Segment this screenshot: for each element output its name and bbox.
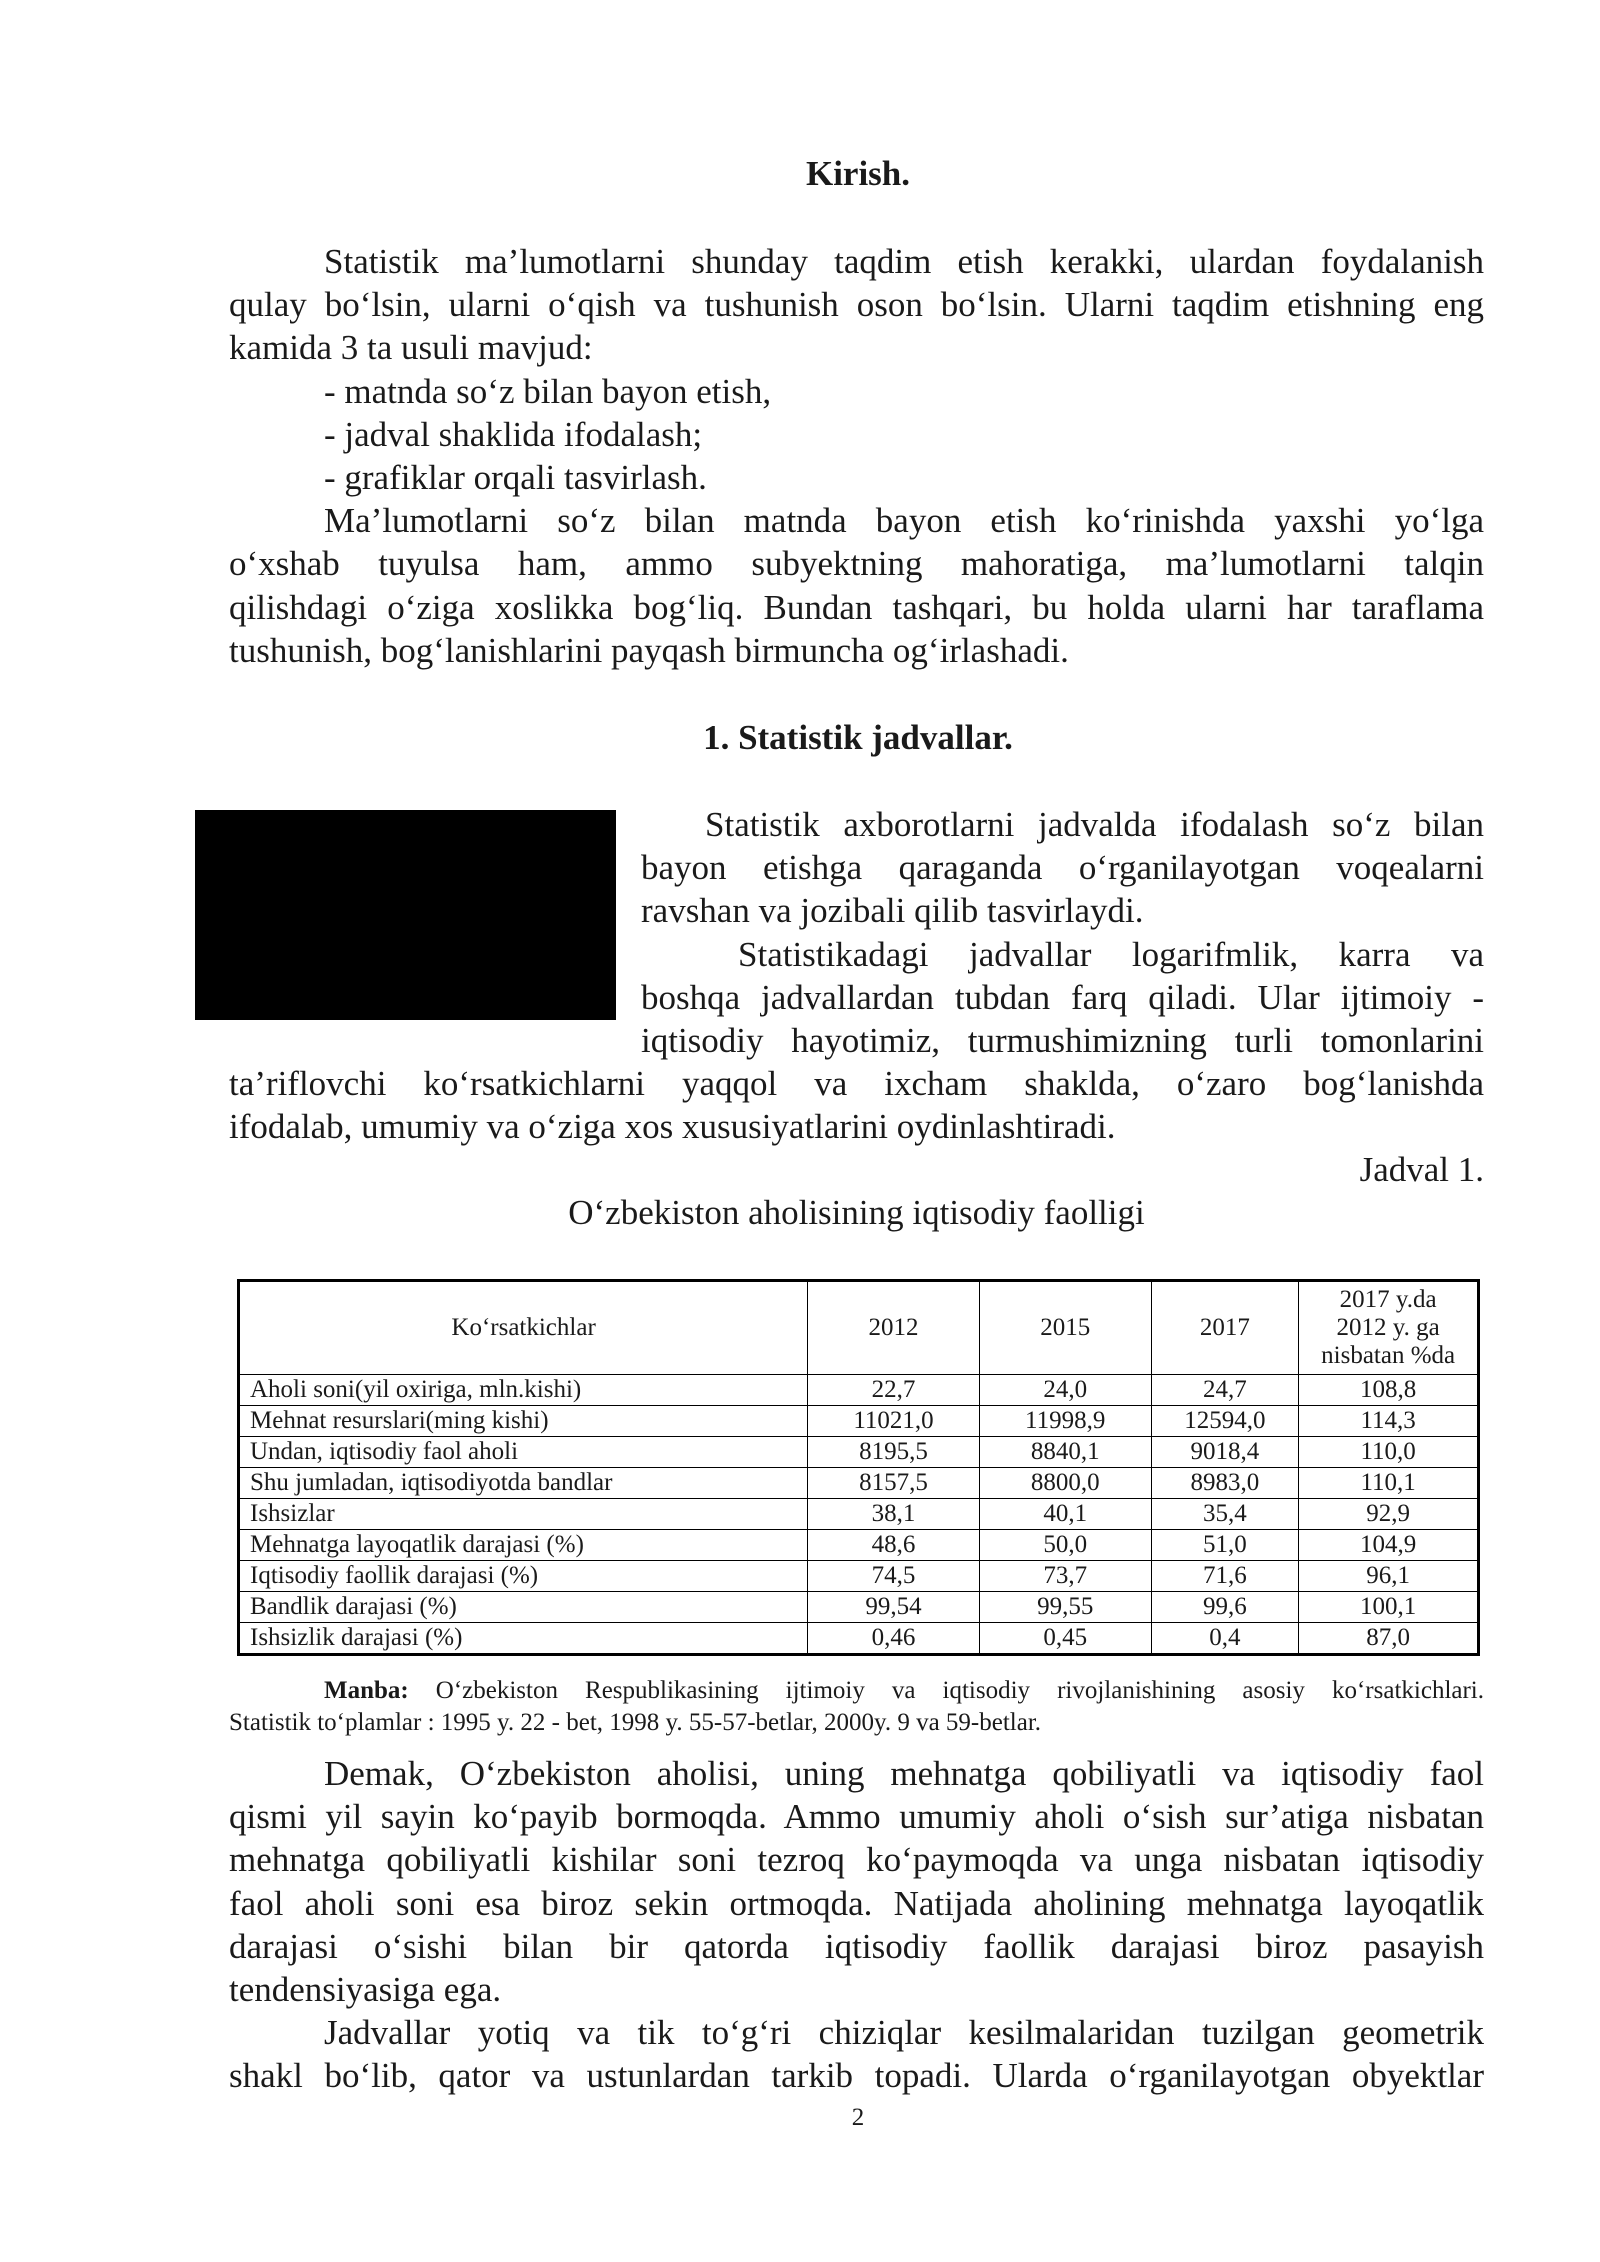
list-item: - matnda so‘z bilan bayon etish, — [324, 371, 772, 411]
value-cell: 96,1 — [1299, 1561, 1479, 1592]
table-row — [239, 1375, 1479, 1406]
table-row — [239, 1437, 1479, 1468]
value-cell: 8800,0 — [979, 1468, 1151, 1499]
header-line: nisbatan %da — [1321, 1342, 1456, 1369]
conclusion-paragraph-1 — [229, 1752, 1484, 2098]
value-cell: 74,5 — [808, 1561, 980, 1592]
text-line: darajasi o‘sishi bilan bir qatorda iqtisodiy faollik darajasi biroz pasayish — [229, 1926, 1484, 1966]
value-cell: 92,9 — [1299, 1499, 1479, 1530]
value-cell: 40,1 — [979, 1499, 1151, 1530]
text-line: shakl bo‘lib, qator va ustunlardan tarkib topadi. Ularda o‘rganilayotgan obyektlar — [229, 2056, 1484, 2096]
value-cell: 24,0 — [979, 1375, 1151, 1406]
text-line: ta’riflovchi ko‘rsatkichlarni yaqqol va ixcham shaklda, o‘zaro bog‘lanishda — [229, 1064, 1484, 1103]
row-label-cell: Undan, iqtisodiy faol aholi — [239, 1437, 808, 1468]
value-cell: 104,9 — [1299, 1530, 1479, 1561]
redacted-image — [195, 810, 616, 1020]
value-cell: 8983,0 — [1151, 1468, 1299, 1499]
text-line: ravshan va jozibali qilib tasvirlaydi. — [641, 891, 1144, 931]
text-line: iqtisodiy hayotimiz, turmushimizning turli tomonlarini — [641, 1021, 1484, 1061]
table-row — [239, 1406, 1479, 1437]
row-label-cell: Bandlik darajasi (%) — [239, 1592, 808, 1623]
text-line: boshqa jadvallardan tubdan farq qiladi. Ular ijtimoiy - — [641, 977, 1484, 1017]
source-line: Statistik to‘plamlar : 1995 y. 22 - bet, 1998 y. 55-57-betlar, 2000y. 9 va 59-betlar. — [229, 1709, 1042, 1736]
table-row — [239, 1499, 1479, 1530]
table-label-block — [229, 1148, 1484, 1234]
value-cell: 110,0 — [1299, 1437, 1479, 1468]
source-label: Manba: — [324, 1677, 409, 1704]
list-item: - grafiklar orqali tasvirlash. — [324, 458, 707, 498]
intro-paragraph-1 — [229, 240, 1484, 672]
table-source-note — [229, 1675, 1484, 1739]
value-cell: 0,45 — [979, 1623, 1151, 1655]
row-label-cell: Shu jumladan, iqtisodiyotda bandlar — [239, 1468, 808, 1499]
text-line: Statistikadagi jadvallar logarifmlik, karra va — [738, 934, 1484, 974]
value-cell: 0,46 — [808, 1623, 980, 1655]
value-cell: 0,4 — [1151, 1623, 1299, 1655]
value-cell: 35,4 — [1151, 1499, 1299, 1530]
text-line: qismi yil sayin ko‘payib bormoqda. Ammo umumiy aholi o‘sish sur’atiga nisbatan — [229, 1797, 1484, 1837]
column-header: 2015 — [979, 1281, 1151, 1375]
value-cell: 12594,0 — [1151, 1406, 1299, 1437]
value-cell: 11998,9 — [979, 1406, 1151, 1437]
value-cell: 38,1 — [808, 1499, 980, 1530]
text-line: qilishdagi o‘ziga xoslikka bog‘liq. Bundan tashqari, bu holda ularni har taraflama — [229, 587, 1484, 627]
value-cell: 50,0 — [979, 1530, 1151, 1561]
row-label-cell: Mehnatga layoqatlik darajasi (%) — [239, 1530, 808, 1561]
value-cell: 22,7 — [808, 1375, 980, 1406]
table-row — [239, 1561, 1479, 1592]
table-label: Jadval 1. — [1359, 1150, 1484, 1189]
value-cell: 100,1 — [1299, 1592, 1479, 1623]
table-row — [239, 1530, 1479, 1561]
value-cell: 48,6 — [808, 1530, 980, 1561]
value-cell: 87,0 — [1299, 1623, 1479, 1655]
text-line: faol aholi soni esa biroz sekin ortmoqda. Natijada aholining mehnatga layoqatlik — [229, 1883, 1484, 1923]
intro-title: Kirish. — [805, 154, 911, 193]
column-header: 2012 — [808, 1281, 980, 1375]
value-cell: 51,0 — [1151, 1530, 1299, 1561]
text-line: Jadvallar yotiq va tik to‘g‘ri chiziqlar kesilmalaridan tuzilgan geometrik — [324, 2013, 1484, 2053]
row-label-cell: Ishsizlar — [239, 1499, 808, 1530]
value-cell: 99,55 — [979, 1592, 1151, 1623]
row-label-cell: Aholi soni(yil oxiriga, mln.kishi) — [239, 1375, 808, 1406]
text-line: Ma’lumotlarni so‘z bilan matnda bayon etish ko‘rinishda yaxshi yo‘lga — [324, 501, 1484, 541]
column-header: Ko‘rsatkichlar — [239, 1281, 808, 1375]
column-header-ratio — [1299, 1281, 1479, 1375]
header-line: 2017 y.da — [1339, 1286, 1437, 1313]
section-heading: 1. Statistik jadvallar. — [703, 718, 1013, 757]
header-line: 2012 y. ga — [1336, 1314, 1440, 1341]
section-paragraph-wrapped — [641, 803, 1484, 1062]
text-line: o‘xshab tuyulsa ham, ammo subyektning mahoratiga, ma’lumotlarni talqin — [229, 544, 1484, 584]
source-line — [229, 1675, 1484, 1707]
text-line: Demak, O‘zbekiston aholisi, uning mehnatga qobiliyatli va iqtisodiy faol — [324, 1754, 1484, 1793]
page-number: 2 — [851, 2104, 865, 2131]
text-line: qulay bo‘lsin, ularni o‘qish va tushunish oson bo‘lsin. Ularni taqdim etishning eng — [229, 285, 1484, 325]
value-cell: 9018,4 — [1151, 1437, 1299, 1468]
value-cell: 24,7 — [1151, 1375, 1299, 1406]
table-header-row — [239, 1281, 1479, 1375]
row-label-cell: Mehnat resurslari(ming kishi) — [239, 1406, 808, 1437]
value-cell: 99,6 — [1151, 1592, 1299, 1623]
table-row — [239, 1468, 1479, 1499]
text-line: Statistik ma’lumotlarni shunday taqdim etish kerakki, ulardan foydalanish — [324, 242, 1484, 281]
source-text: O‘zbekiston Respublikasining ijtimoiy va iqtisodiy rivojlanishining asosiy ko‘rsatkichlari. — [435, 1677, 1485, 1704]
table-row — [239, 1623, 1479, 1655]
value-cell: 8195,5 — [808, 1437, 980, 1468]
row-label-cell: Ishsizlik darajasi (%) — [239, 1623, 808, 1655]
value-cell: 110,1 — [1299, 1468, 1479, 1499]
text-line: mehnatga qobiliyatli kishilar soni tezroq ko‘paymoqda va unga nisbatan iqtisodiy — [229, 1840, 1484, 1880]
value-cell: 8157,5 — [808, 1468, 980, 1499]
value-cell: 99,54 — [808, 1592, 980, 1623]
text-line: tendensiyasiga ega. — [229, 1970, 502, 2010]
value-cell: 8840,1 — [979, 1437, 1151, 1468]
column-header: 2017 — [1151, 1281, 1299, 1375]
text-line: Statistik axborotlarni jadvalda ifodalash so‘z bilan — [705, 805, 1484, 844]
value-cell: 11021,0 — [808, 1406, 980, 1437]
table-row — [239, 1592, 1479, 1623]
statistics-table — [237, 1279, 1480, 1656]
text-line: kamida 3 ta usuli mavjud: — [229, 328, 593, 368]
list-item: - jadval shaklida ifodalash; — [324, 414, 703, 454]
row-label-cell: Iqtisodiy faollik darajasi (%) — [239, 1561, 808, 1592]
value-cell: 73,7 — [979, 1561, 1151, 1592]
value-cell: 71,6 — [1151, 1561, 1299, 1592]
text-line: tushunish, bog‘lanishlarini payqash birmuncha og‘irlashadi. — [229, 630, 1069, 670]
text-line: ifodalab, umumiy va o‘ziga xos xususiyatlarini oydinlashtiradi. — [229, 1107, 1116, 1147]
section-paragraph-full — [229, 1062, 1484, 1148]
text-line: bayon etishga qaraganda o‘rganilayotgan voqealarni — [641, 848, 1484, 888]
value-cell: 114,3 — [1299, 1406, 1479, 1437]
table-caption: O‘zbekiston aholisining iqtisodiy faolligi — [568, 1193, 1145, 1233]
value-cell: 108,8 — [1299, 1375, 1479, 1406]
